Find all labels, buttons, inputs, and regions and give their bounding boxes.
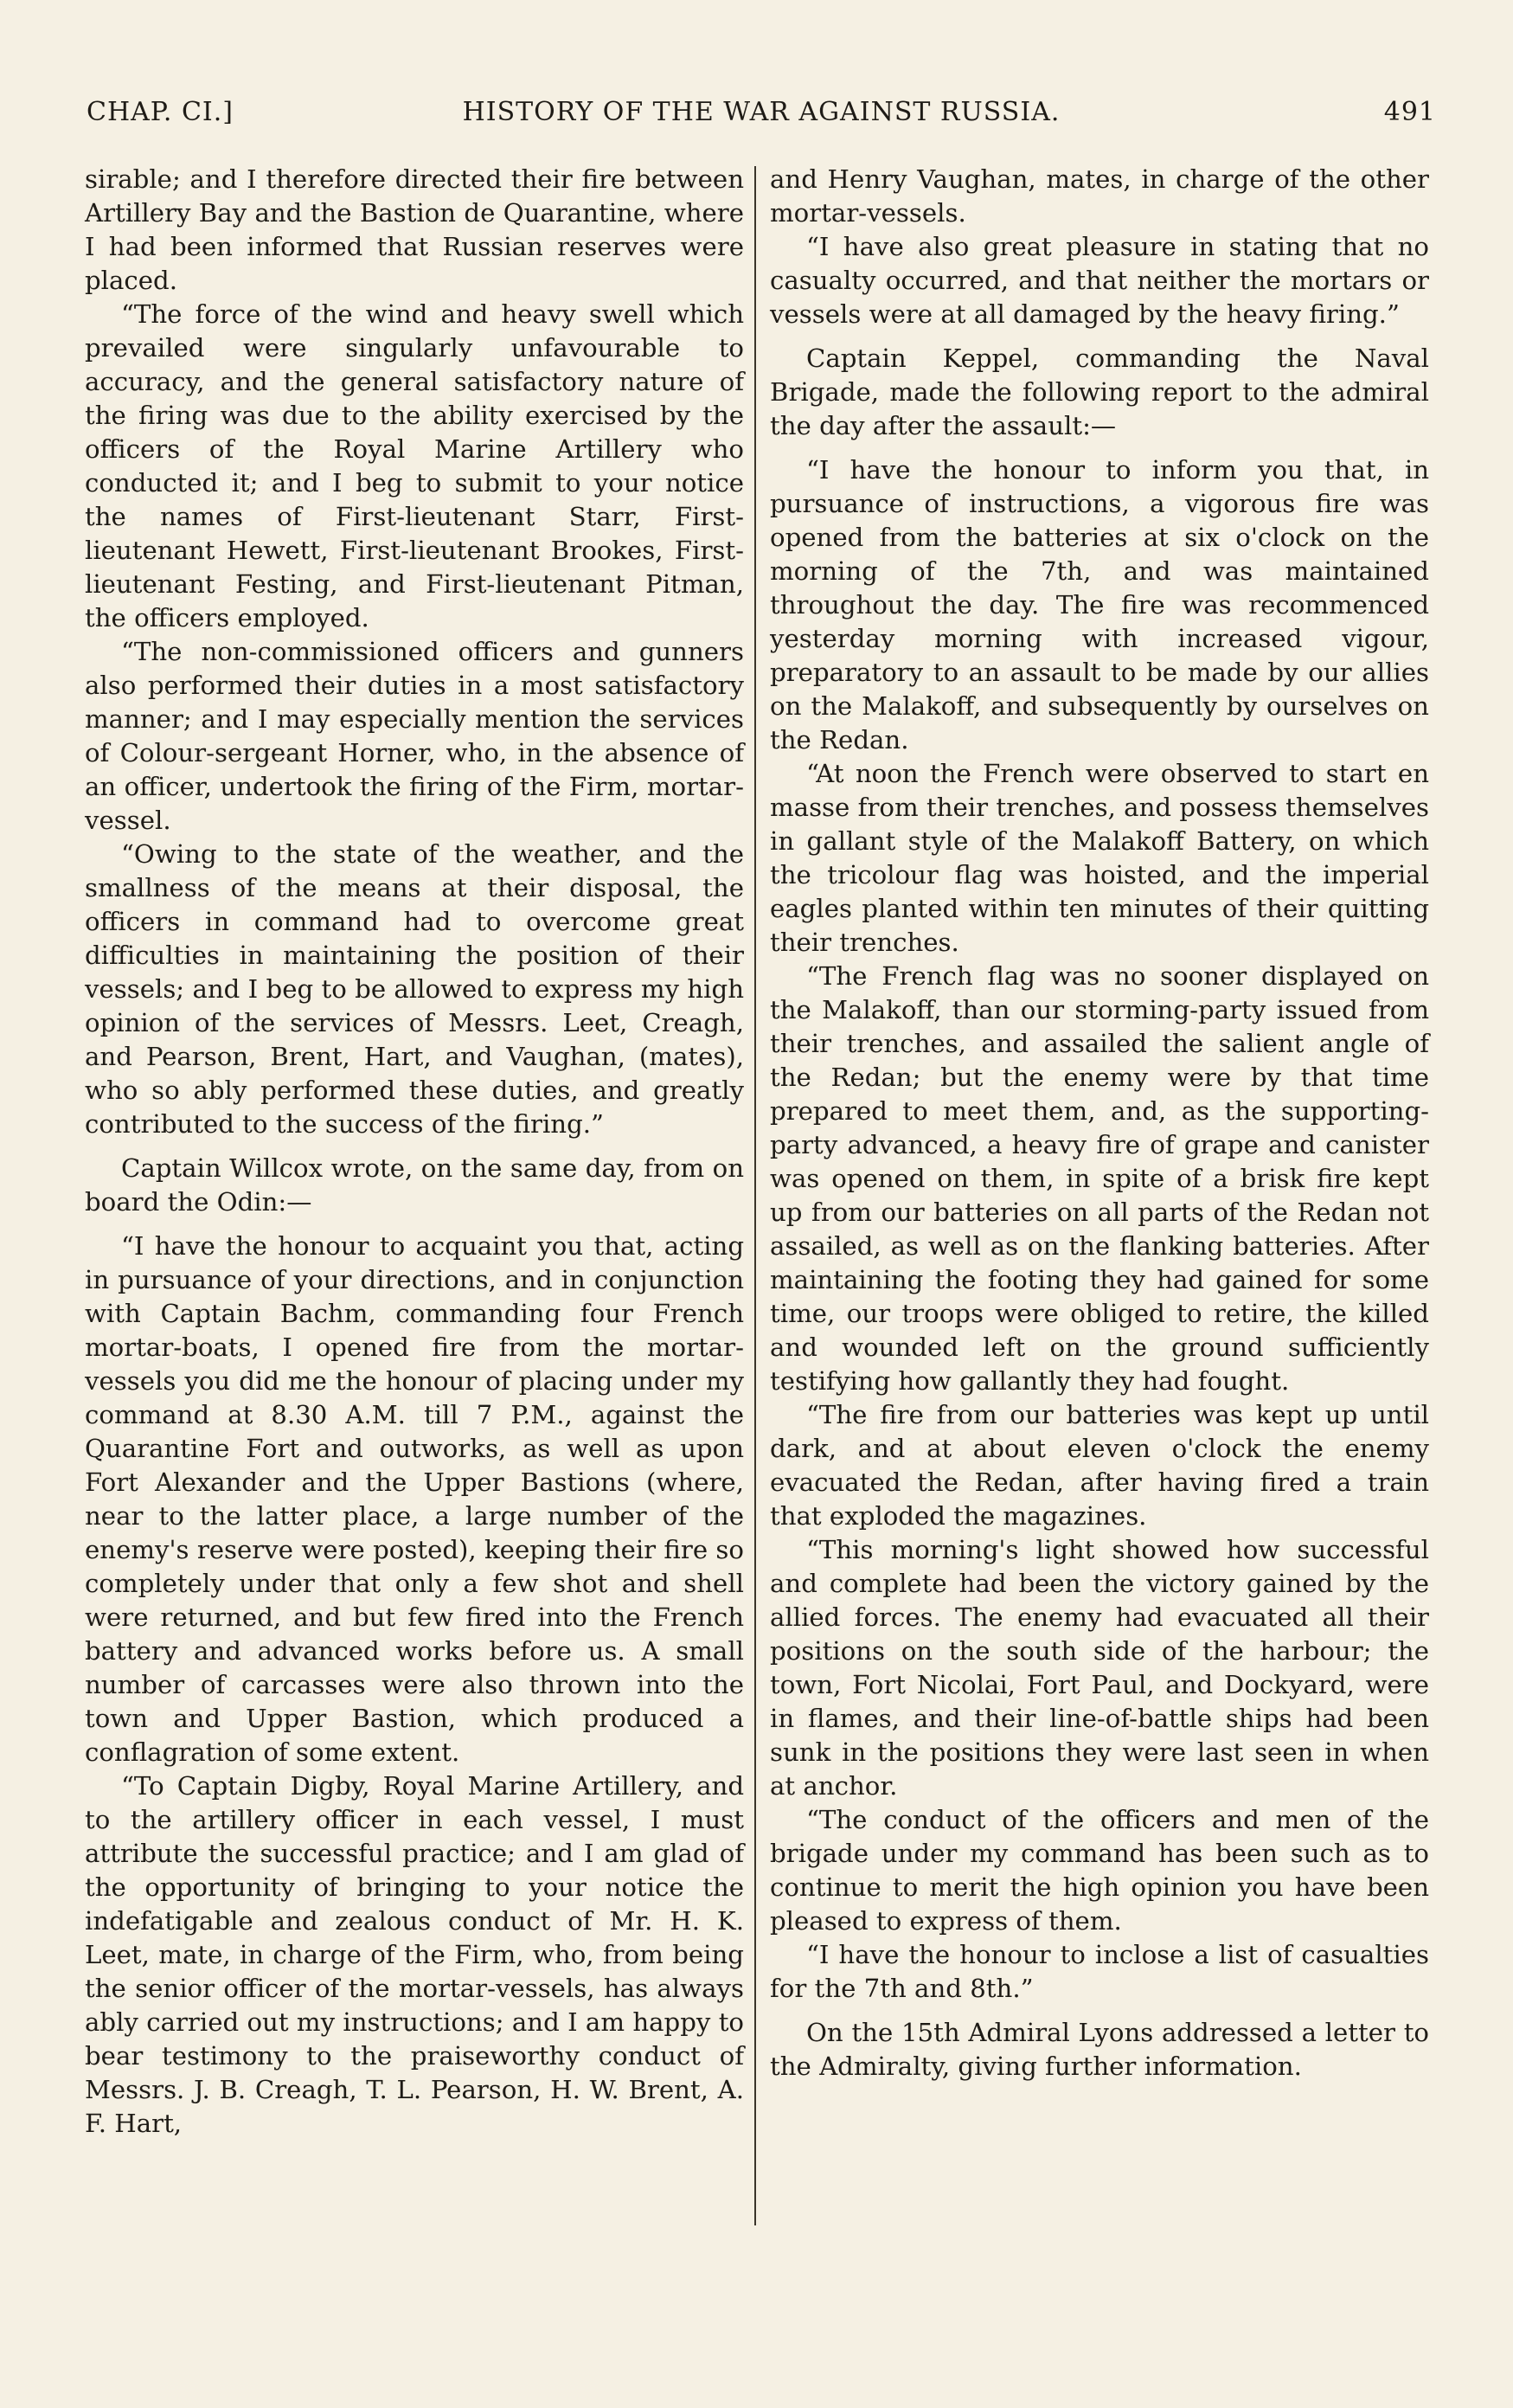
- paragraph: “At noon the French were observed to start en masse from their trenches, and possess themselves in gallant style of the Malakoff Battery, on which the tricolour flag was hoisted, and the imperial eagles planted within ten minutes of their quitting their trenches.: [770, 759, 1429, 957]
- paragraph: On the 15th Admiral Lyons addressed a letter to the Admiralty, giving further information.: [770, 2018, 1429, 2081]
- paragraph: “I have the honour to inform you that, in pursuance of instructions, a vigorous fire was opened from the batteries at six o'clock on the morning of the 7th, and was maintained throughout the day. The fire was recommenced yesterday morning with increased vigour, preparatory to an assault to be made by our allies on the Malakoff, and subsequently by ourselves on the Redan.: [770, 455, 1429, 755]
- paragraph: Captain Willcox wrote, on the same day, from on board the Odin:—: [85, 1153, 744, 1217]
- paragraph: “I have also great pleasure in stating that no casualty occurred, and that neither the mortars or vessels were at all damaged by the heavy firing.”: [770, 232, 1429, 329]
- paragraph: “The fire from our batteries was kept up until dark, and at about eleven o'clock the enemy evacuated the Redan, after having fired a train that exploded the magazines.: [770, 1400, 1429, 1531]
- paragraph: “This morning's light showed how successful and complete had been the victory gained by the allied forces. The enemy had evacuated all their positions on the south side of the harbour; the town, Fort Nicolai, Fort Paul, and Dockyard, were in flames, and their line-of-battle ships had been sunk in the positions they were last seen in when at anchor.: [770, 1535, 1429, 1801]
- paragraph: “The conduct of the officers and men of the brigade under my command has been such as to continue to merit the high opinion you have been pleased to express of them.: [770, 1805, 1429, 1936]
- running-title: HISTORY OF THE WAR AGAINST RUSSIA.: [462, 97, 1061, 127]
- paragraph: “The non-commissioned officers and gunners also performed their duties in a most satisfactory manner; and I may especially mention the services of Colour-sergeant Horner, who, in the absence of an officer, undertook the firing of the Firm, mortar-vessel.: [85, 637, 744, 835]
- paragraph: and Henry Vaughan, mates, in charge of the other mortar-vessels.: [770, 164, 1429, 228]
- page-number: 491: [1383, 97, 1436, 127]
- paragraph: Captain Keppel, commanding the Naval Brigade, made the following report to the admiral the day after the assault:—: [770, 344, 1429, 440]
- column-divider: [754, 166, 756, 2225]
- left-column: [85, 163, 744, 2141]
- chapter-label: CHAP. CI.]: [87, 97, 234, 127]
- paragraph: “To Captain Digby, Royal Marine Artillery, and to the artillery officer in each vessel, I must attribute the successful practice; and I am glad of the opportunity of bringing to your notice the indefatigable and zealous conduct of Mr. H. K. Leet, mate, in charge of the Firm, who, from being the senior officer of the mortar-vessels, has always ably carried out my instructions; and I am happy to bear testimony to the praiseworthy conduct of Messrs. J. B. Creagh, T. L. Pearson, H. W. Brent, A. F. Hart,: [85, 1771, 744, 2138]
- right-column: [770, 163, 1429, 2084]
- running-header: [87, 97, 1436, 135]
- paragraph: “The French flag was no sooner displayed on the Malakoff, than our storming-party issued from their trenches, and assailed the salient angle of the Redan; but the enemy were by that time prepared to meet them, and, as the supporting-party advanced, a heavy fire of grape and canister was opened on them, in spite of a brisk fire kept up from our batteries on all parts of the Redan not assailed, as well as on the flanking batteries. After maintaining the footing they had gained for some time, our troops were obliged to retire, the killed and wounded left on the ground sufficiently testifying how gallantly they had fought.: [770, 961, 1429, 1396]
- paragraph: “I have the honour to inclose a list of casualties for the 7th and 8th.”: [770, 1940, 1429, 2003]
- paragraph: sirable; and I therefore directed their fire between Artillery Bay and the Bastion de Quarantine, where I had been informed that Russian reserves were placed.: [85, 164, 744, 295]
- paragraph: “Owing to the state of the weather, and the smallness of the means at their disposal, the officers in command had to overcome great difficulties in maintaining the position of their vessels; and I beg to be allowed to express my high opinion of the services of Messrs. Leet, Creagh, and Pearson, Brent, Hart, and Vaughan, (mates), who so ably performed these duties, and greatly contributed to the success of the firing.”: [85, 839, 744, 1139]
- paragraph: “I have the honour to acquaint you that, acting in pursuance of your directions, and in conjunction with Captain Bachm, commanding four French mortar-boats, I opened fire from the mortar-vessels you did me the honour of placing under my command at 8.30 A.M. till 7 P.M., against the Quarantine Fort and outworks, as well as upon Fort Alexander and the Upper Bastions (where, near to the latter place, a large number of the enemy's reserve were posted), keeping their fire so completely under that only a few shot and shell were returned, and but few fired into the French battery and advanced works before us. A small number of carcasses were also thrown into the town and Upper Bastion, which produced a conflagration of some extent.: [85, 1231, 744, 1767]
- paragraph: “The force of the wind and heavy swell which prevailed were singularly unfavourable to accuracy, and the general satisfactory nature of the firing was due to the ability exercised by the officers of the Royal Marine Artillery who conducted it; and I beg to submit to your notice the names of First-lieutenant Starr, First-lieutenant Hewett, First-lieutenant Brookes, First-lieutenant Festing, and First-lieutenant Pitman, the officers employed.: [85, 299, 744, 633]
